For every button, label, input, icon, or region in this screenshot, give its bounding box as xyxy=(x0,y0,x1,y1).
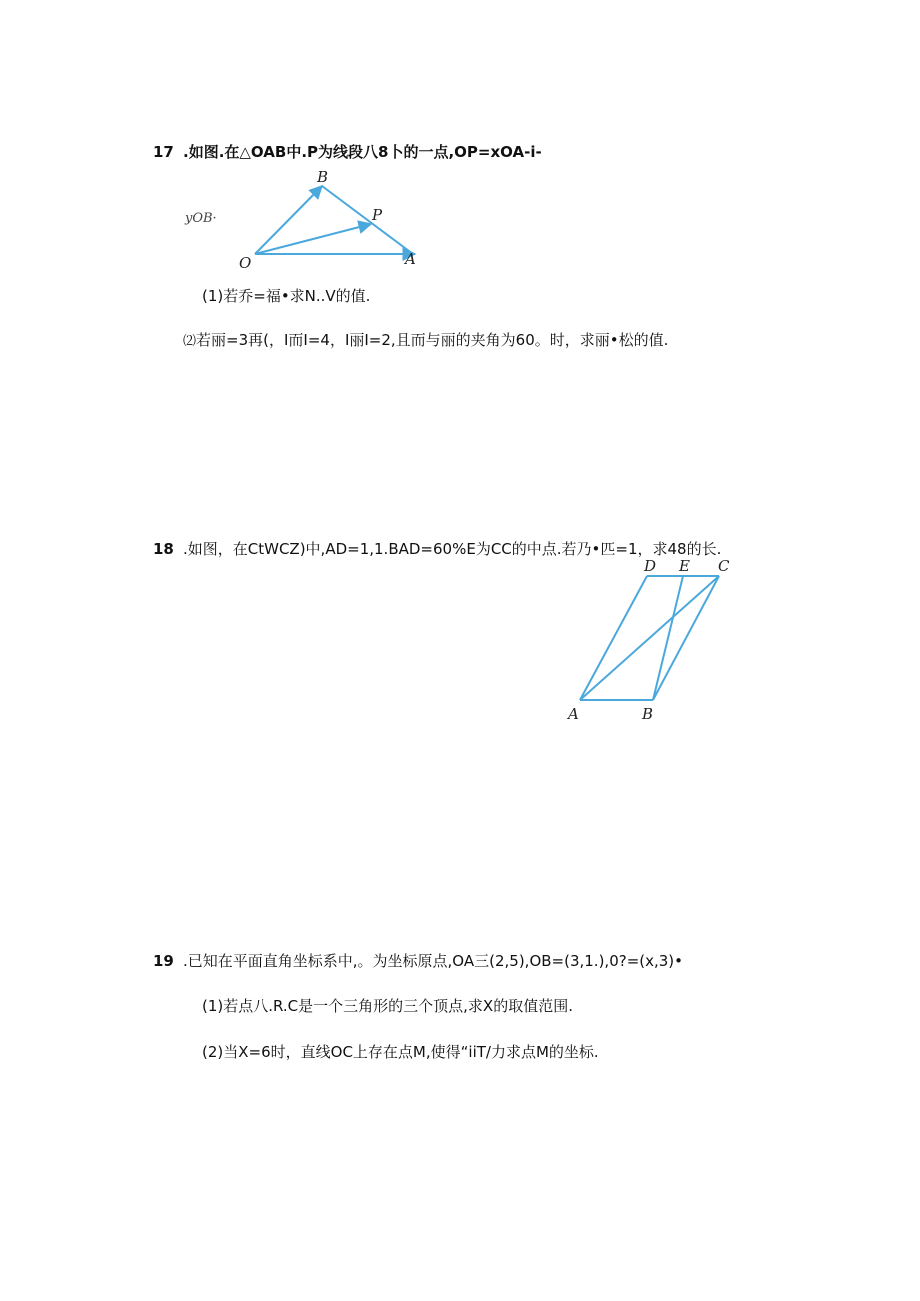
q18-figure xyxy=(560,555,740,725)
q17-stem: .如图.在△OAB中.P为线段八8卜的一点,OP=xOA-i- xyxy=(183,143,542,161)
q17-label-b: B xyxy=(317,168,329,186)
q17-part2-prefix: ⑵ xyxy=(183,334,197,349)
q18-segment-ad xyxy=(580,576,647,700)
q17-label-p: P xyxy=(372,206,383,224)
q17-label-a: A xyxy=(405,250,416,268)
q18-segment-ac xyxy=(580,576,719,700)
q18-label-c: C xyxy=(718,557,730,575)
q18-label-e: E xyxy=(679,557,690,575)
q19-number: 19 xyxy=(153,952,174,970)
q17-label-o: O xyxy=(239,254,252,272)
q18-label-d: D xyxy=(644,557,657,575)
q19-part1: (1)若点八.R.C是一个三角形的三个顶点,求X的取值范围. xyxy=(202,997,573,1015)
q19-stem: .已知在平面直角坐标系中,。为坐标原点,OA三(2,5),OB=(3,1.),0?=(x,3)• xyxy=(183,952,684,970)
q18-number: 18 xyxy=(153,540,174,558)
q17-figure xyxy=(235,168,475,278)
q17-part2: 若丽=3再(，I而I=4，I丽I=2,且而与丽的夹角为60。时，求丽•松的值. xyxy=(196,331,669,349)
q17-part1: (1)若乔=福•求N..V的值. xyxy=(202,287,371,305)
q19-part2: (2)当X=6时，直线OC上存在点M,使得“iiT/力求点M的坐标. xyxy=(202,1043,599,1061)
q17-segment-ob xyxy=(255,186,322,254)
q18-segment-bc xyxy=(653,576,719,700)
q17-stem-continuation: yOB· xyxy=(185,211,217,226)
q18-segment-be xyxy=(653,576,683,700)
q17-segment-ba xyxy=(322,186,413,254)
q17-part2-line xyxy=(183,330,668,352)
q18-label-b: B xyxy=(642,705,654,723)
q18-stem: .如图，在CtWCZ)中,AD=1,1.BAD=60%E为CC的中点.若乃•匹=1，求48的长. xyxy=(183,540,722,558)
q18-label-a: A xyxy=(568,705,579,723)
q17-segment-op xyxy=(255,224,371,254)
q17-number: 17 xyxy=(153,143,174,161)
